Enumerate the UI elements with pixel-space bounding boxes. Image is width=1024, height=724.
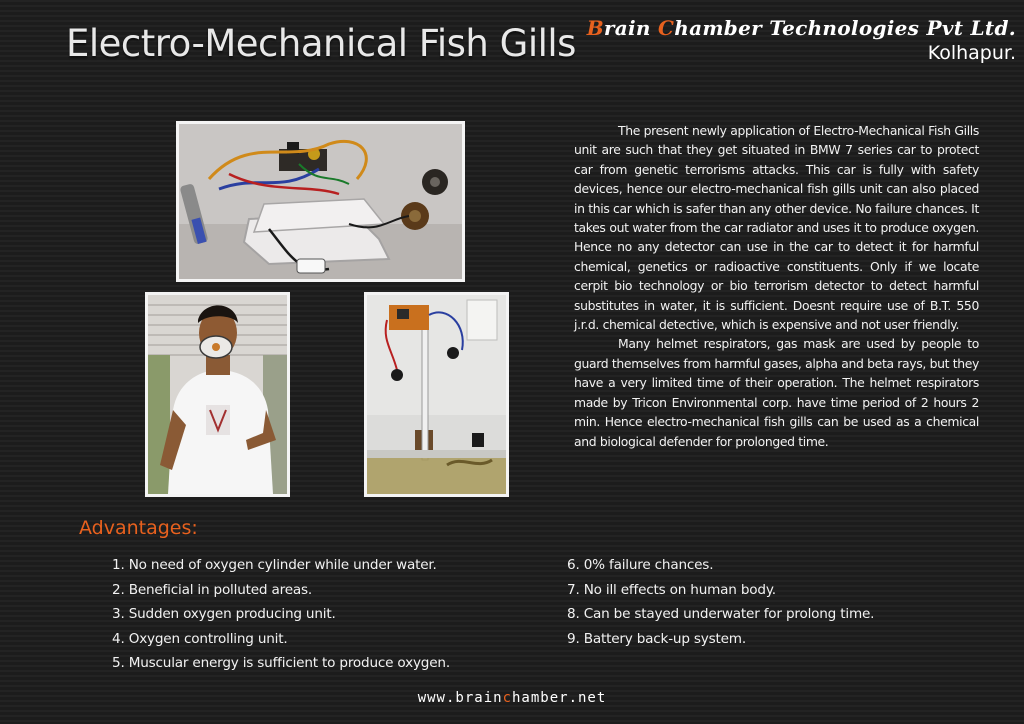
description: [574, 121, 979, 451]
company-name-part-1: rain: [603, 16, 659, 40]
advantages-list-right: [567, 553, 874, 651]
website-url[interactable]: [0, 690, 1024, 706]
company-initial-b: B: [586, 16, 604, 40]
advantage-item-3: 3. Sudden oxygen producing unit.: [112, 606, 336, 623]
advantage-item-2: 2. Beneficial in polluted areas.: [112, 581, 312, 598]
advantage-item-6: 6. 0% failure chances.: [567, 557, 714, 573]
company-header: [587, 16, 1016, 64]
company-name: [587, 16, 1016, 40]
advantages-list-left: [112, 553, 450, 676]
person-photo: [145, 292, 290, 497]
advantages-heading: Advantages:: [79, 517, 198, 539]
page-title: Electro-Mechanical Fish Gills: [66, 22, 576, 65]
website-url-prefix: www.brain: [417, 690, 503, 706]
description-paragraph-1: The present newly application of Electro-Mechanical Fish Gills unit are such that they get situated in BMW 7 series car to protect car from genetic terrorisms attacks. This car is fully with safety devices, hence our electro-mechanical fish gills unit can also placed in this car which is safer than any other device. No failure chances. It takes out water from the car radiator and uses it to produce oxygen. Hence no any detector can use in the car to detect it for harmful chemical, genetics or radioactive constituents. Only if we locate cerpit bio technology or bio terrorism detector to detect harmful substitutes in water, it is sufficient. Doesnt require use of B.T. 550 j.r.d. chemical detective, which is expensive and not user friendly.: [574, 123, 979, 333]
device-photo: [176, 121, 465, 282]
apparatus-photo: [364, 292, 509, 497]
advantage-item-9: 9. Battery back-up system.: [567, 630, 746, 647]
advantage-item-4: 4. Oxygen controlling unit.: [112, 630, 288, 647]
advantage-item-1: 1. No need of oxygen cylinder while under water.: [112, 557, 437, 573]
company-city: Kolhapur.: [927, 42, 1016, 64]
website-url-accent: c: [502, 690, 512, 706]
advantage-item-8: 8. Can be stayed underwater for prolong time.: [567, 606, 875, 623]
website-url-suffix: hamber.net: [512, 690, 607, 706]
company-name-part-2: hamber Technologies Pvt Ltd.: [674, 16, 1016, 40]
description-paragraph-2: Many helmet respirators, gas mask are used by people to guard themselves from harmful gases, alpha and beta rays, but they have a very limited time of their operation. The helmet respirators made by Tricon Environmental corp. have time period of 2 hours 2 min. Hence electro-mechanical fish gills can be used as a chemical and biological defender for prolonged time.: [574, 336, 979, 449]
company-initial-c: C: [658, 16, 675, 40]
advantage-item-5: 5. Muscular energy is sufficient to produce oxygen.: [112, 655, 450, 672]
advantage-item-7: 7. No ill effects on human body.: [567, 581, 776, 598]
